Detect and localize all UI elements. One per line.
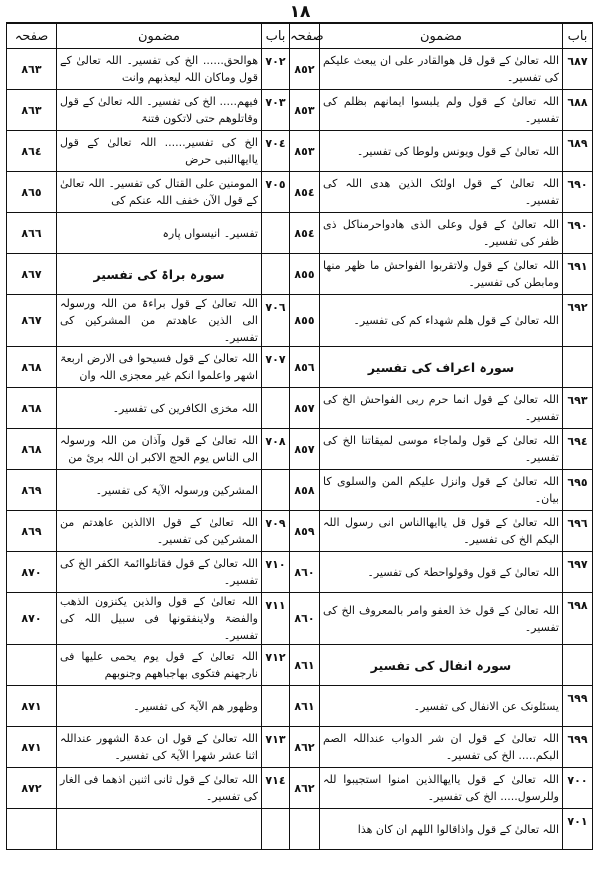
table-row bbox=[7, 593, 593, 645]
left-chapter-number: ٧٠٤ bbox=[262, 131, 290, 172]
right-entry-text: اللہ تعالیٰ کے قول انما حرم ربی الفواحش الخ کی تفسیر۔ bbox=[320, 388, 563, 429]
right-page-number: ٨٥٤ bbox=[290, 172, 320, 213]
left-page-number bbox=[7, 645, 57, 686]
left-chapter-number bbox=[262, 213, 290, 254]
left-page-number: ٨٦٨ bbox=[7, 347, 57, 388]
left-chapter-number: ٧٠٨ bbox=[262, 429, 290, 470]
left-page-number: ٨٧١ bbox=[7, 686, 57, 727]
table-row bbox=[7, 49, 593, 90]
left-page-number: ٨٧٢ bbox=[7, 768, 57, 809]
right-chapter-number: ٦٨٩ bbox=[563, 131, 593, 172]
table-row bbox=[7, 172, 593, 213]
right-page-number: ٨٦١ bbox=[290, 686, 320, 727]
right-chapter-number: ٧٠٠ bbox=[563, 768, 593, 809]
right-entry-text: اللہ تعالیٰ کے قول اولئک الذین ھدی اللہ کی تفسیر۔ bbox=[320, 172, 563, 213]
left-page-number: ٨٦٧ bbox=[7, 295, 57, 347]
table-row bbox=[7, 213, 593, 254]
left-entry-text bbox=[57, 809, 262, 850]
right-page-number: ٨٥٢ bbox=[290, 49, 320, 90]
left-entry-text: اللہ تعالیٰ کے قول براءۃ من اللہ ورسولہ الی الذین عاھدتم من المشرکین کی تفسیر۔ bbox=[57, 295, 262, 347]
left-page-number: ٨٧٠ bbox=[7, 552, 57, 593]
table-row bbox=[7, 809, 593, 850]
left-chapter-number: ٧١١ bbox=[262, 593, 290, 645]
right-chapter-number bbox=[563, 347, 593, 388]
right-entry-text: اللہ تعالیٰ کے قول وانزل علیکم المن والسلوی کا بیان۔ bbox=[320, 470, 563, 511]
right-page-number: ٨٦٢ bbox=[290, 727, 320, 768]
right-page-number: ٨٥٨ bbox=[290, 470, 320, 511]
right-entry-text: سورہ انفال کی تفسیر bbox=[320, 645, 563, 686]
left-entry-text: اللہ تعالیٰ کے قول ان عدۃ الشھور عنداللہ اثنا عشر شھرا الآیۃ کی تفسیر۔ bbox=[57, 727, 262, 768]
left-page-number: ٨٦٤ bbox=[7, 131, 57, 172]
table-row bbox=[7, 511, 593, 552]
right-entry-text: اللہ تعالیٰ کے قول خذ العفو وامر بالمعروف الخ کی تفسیر۔ bbox=[320, 593, 563, 645]
table-row bbox=[7, 388, 593, 429]
right-entry-text: اللہ تعالیٰ کے قول قل ھوالقادر علی ان یبعث علیکم کی تفسیر۔ bbox=[320, 49, 563, 90]
left-chapter-number bbox=[262, 388, 290, 429]
left-chapter-number: ٧١٢ bbox=[262, 645, 290, 686]
left-entry-text: المشرکین ورسولہ الآیۃ کی تفسیر۔ bbox=[57, 470, 262, 511]
left-entry-text: اللہ تعالیٰ کے قول فقاتلواائمۃ الکفر الخ کی تفسیر۔ bbox=[57, 552, 262, 593]
header-chapter-right: باب bbox=[563, 23, 593, 49]
right-entry-text: اللہ تعالیٰ کے قول ان شر الدواب عنداللہ الصم البکم..... الخ کی تفسیر۔ bbox=[320, 727, 563, 768]
left-page-number: ٨٦٣ bbox=[7, 90, 57, 131]
right-chapter-number: ٦٩٤ bbox=[563, 429, 593, 470]
right-page-number: ٨٦٠ bbox=[290, 552, 320, 593]
left-entry-text: اللہ مخزی الکافرین کی تفسیر۔ bbox=[57, 388, 262, 429]
left-entry-text: وظھور ھم الآیۃ کی تفسیر۔ bbox=[57, 686, 262, 727]
right-chapter-number: ٦٩٠ bbox=[563, 213, 593, 254]
header-content-left: مضمون bbox=[57, 23, 262, 49]
right-chapter-number: ٦٩٨ bbox=[563, 593, 593, 645]
right-chapter-number: ٦٩٦ bbox=[563, 511, 593, 552]
table-row bbox=[7, 429, 593, 470]
table-row bbox=[7, 295, 593, 347]
left-page-number bbox=[7, 809, 57, 850]
left-entry-text: فیھم..... الخ کی تفسیر۔ اللہ تعالیٰ کے قول وقاتلوھم حتی لاتکون فتنۃ bbox=[57, 90, 262, 131]
right-entry-text: یسئلونک عن الانفال کی تفسیر۔ bbox=[320, 686, 563, 727]
left-chapter-number: ٧٠٥ bbox=[262, 172, 290, 213]
right-page-number: ٨٦٢ bbox=[290, 768, 320, 809]
table-row bbox=[7, 552, 593, 593]
right-page-number: ٨٥٣ bbox=[290, 131, 320, 172]
left-entry-text: تفسیر۔ انیسواں پارہ bbox=[57, 213, 262, 254]
left-chapter-number: ٧٠٧ bbox=[262, 347, 290, 388]
left-chapter-number bbox=[262, 809, 290, 850]
table-row bbox=[7, 254, 593, 295]
right-page-number: ٨٥٧ bbox=[290, 429, 320, 470]
left-page-number: ٨٦٨ bbox=[7, 388, 57, 429]
left-chapter-number bbox=[262, 254, 290, 295]
left-page-number: ٨٦٥ bbox=[7, 172, 57, 213]
right-page-number: ٨٥٤ bbox=[290, 213, 320, 254]
left-entry-text: اللہ تعالیٰ کے قول یوم یحمی علیھا فی نارجھنم فتکوی بھاجباھھم وجنوبھم bbox=[57, 645, 262, 686]
right-entry-text: اللہ تعالیٰ کے قول ھلم شھداء کم کی تفسیر۔ bbox=[320, 295, 563, 347]
right-entry-text: اللہ تعالیٰ کے قول ولماجاء موسی لمیقاتنا الخ کی تفسیر۔ bbox=[320, 429, 563, 470]
index-body bbox=[7, 49, 593, 850]
table-row bbox=[7, 686, 593, 727]
left-entry-text: الخ کی تفسیر...... اللہ تعالیٰ کے قول یاایھاالنبی حرض bbox=[57, 131, 262, 172]
right-page-number: ٨٦١ bbox=[290, 645, 320, 686]
table-row bbox=[7, 90, 593, 131]
left-page-number: ٨٦٨ bbox=[7, 429, 57, 470]
right-entry-text: اللہ تعالیٰ کے قول وقولواحطۃ کی تفسیر۔ bbox=[320, 552, 563, 593]
page-number: ١٨ bbox=[289, 2, 311, 22]
header-page-left: صفحہ bbox=[7, 23, 57, 49]
right-page-number: ٨٦٠ bbox=[290, 593, 320, 645]
left-entry-text: سورہ براۃ کی تفسیر bbox=[57, 254, 262, 295]
right-chapter-number: ٦٩١ bbox=[563, 254, 593, 295]
table-row bbox=[7, 131, 593, 172]
right-entry-text: اللہ تعالیٰ کے قول ویونس ولوطا کی تفسیر۔ bbox=[320, 131, 563, 172]
left-page-number: ٨٦٩ bbox=[7, 511, 57, 552]
left-page-number: ٨٦٣ bbox=[7, 49, 57, 90]
right-page-number bbox=[290, 809, 320, 850]
right-page-number: ٨٥٥ bbox=[290, 295, 320, 347]
left-chapter-number: ٧١٤ bbox=[262, 768, 290, 809]
right-entry-text: اللہ تعالیٰ کے قول ولاتقربوا الفواحش ما ظھر منھا ومابطن کی تفسیر۔ bbox=[320, 254, 563, 295]
table-row bbox=[7, 727, 593, 768]
right-page-number: ٨٥٩ bbox=[290, 511, 320, 552]
right-chapter-number: ٦٨٨ bbox=[563, 90, 593, 131]
left-chapter-number: ٧١٣ bbox=[262, 727, 290, 768]
left-chapter-number: ٧١٠ bbox=[262, 552, 290, 593]
left-page-number: ٨٧١ bbox=[7, 727, 57, 768]
left-chapter-number: ٧٠٦ bbox=[262, 295, 290, 347]
right-chapter-number: ٧٠١ bbox=[563, 809, 593, 850]
left-chapter-number bbox=[262, 686, 290, 727]
table-row bbox=[7, 347, 593, 388]
left-page-number: ٨٦٩ bbox=[7, 470, 57, 511]
right-page-number: ٨٥٧ bbox=[290, 388, 320, 429]
right-page-number: ٨٥٦ bbox=[290, 347, 320, 388]
right-chapter-number: ٦٩٢ bbox=[563, 295, 593, 347]
left-entry-text: اللہ تعالیٰ کے قول والذین یکنزون الذھب والفضۃ ولاینفقونھا فی سبیل اللہ کی تفسیر۔ bbox=[57, 593, 262, 645]
left-entry-text: اللہ تعالیٰ کے قول الاالذین عاھدتم من المشرکین کی تفسیر۔ bbox=[57, 511, 262, 552]
header-chapter-left: باب bbox=[262, 23, 290, 49]
left-entry-text: المومنین علی القتال کی تفسیر۔ اللہ تعالیٰ کے قول الآن خفف اللہ عنکم کی bbox=[57, 172, 262, 213]
right-entry-text: اللہ تعالیٰ کے قول واذاقالوا اللھم ان کان ھذا bbox=[320, 809, 563, 850]
right-entry-text: اللہ تعالیٰ کے قول ولم یلبسوا ایمانھم بظلم کی تفسیر۔ bbox=[320, 90, 563, 131]
right-entry-text: اللہ تعالیٰ کے قول یاایھاالذین امنوا استجیبوا للہ وللرسول..... الخ کی تفسیر۔ bbox=[320, 768, 563, 809]
header-page-right: صفحہ bbox=[290, 23, 320, 49]
left-entry-text: اللہ تعالیٰ کے قول وآذان من اللہ ورسولہ الی الناس یوم الحج الاکبر ان اللہ بریٔ من bbox=[57, 429, 262, 470]
left-entry-text: اللہ تعالیٰ کے قول ثانی اثنین اذھما فی الغار کی تفسیر۔ bbox=[57, 768, 262, 809]
right-entry-text: سورہ اعراف کی تفسیر bbox=[320, 347, 563, 388]
right-entry-text: اللہ تعالیٰ کے قول قل یاایھاالناس انی رسول اللہ الیکم الخ کی تفسیر۔ bbox=[320, 511, 563, 552]
right-page-number: ٨٥٥ bbox=[290, 254, 320, 295]
right-chapter-number: ٦٩٩ bbox=[563, 727, 593, 768]
right-chapter-number: ٦٩٩ bbox=[563, 686, 593, 727]
left-page-number: ٨٦٧ bbox=[7, 254, 57, 295]
left-page-number: ٨٧٠ bbox=[7, 593, 57, 645]
right-chapter-number: ٦٩٧ bbox=[563, 552, 593, 593]
right-entry-text: اللہ تعالیٰ کے قول وعلی الذی ھادواحرمناکل ذی ظفر کی تفسیر۔ bbox=[320, 213, 563, 254]
header-row bbox=[7, 23, 593, 49]
left-chapter-number: ٧٠٢ bbox=[262, 49, 290, 90]
right-page-number: ٨٥٣ bbox=[290, 90, 320, 131]
right-chapter-number: ٦٩٥ bbox=[563, 470, 593, 511]
left-chapter-number bbox=[262, 470, 290, 511]
header-content-right: مضمون bbox=[320, 23, 563, 49]
table-row bbox=[7, 470, 593, 511]
left-page-number: ٨٦٦ bbox=[7, 213, 57, 254]
left-entry-text: ھوالحق...... الخ کی تفسیر۔ اللہ تعالیٰ کے قول وماکان اللہ لیعذبھم وانت bbox=[57, 49, 262, 90]
table-row bbox=[7, 645, 593, 686]
right-chapter-number: ٦٩٣ bbox=[563, 388, 593, 429]
table-row bbox=[7, 768, 593, 809]
left-chapter-number: ٧٠٣ bbox=[262, 90, 290, 131]
left-chapter-number: ٧٠٩ bbox=[262, 511, 290, 552]
right-chapter-number bbox=[563, 645, 593, 686]
left-entry-text: اللہ تعالیٰ کے قول فسیحوا فی الارض اربعۃ اشھر واعلموا انکم غیر معجزی اللہ وان bbox=[57, 347, 262, 388]
right-chapter-number: ٦٨٧ bbox=[563, 49, 593, 90]
index-table bbox=[6, 22, 593, 850]
right-chapter-number: ٦٩٠ bbox=[563, 172, 593, 213]
